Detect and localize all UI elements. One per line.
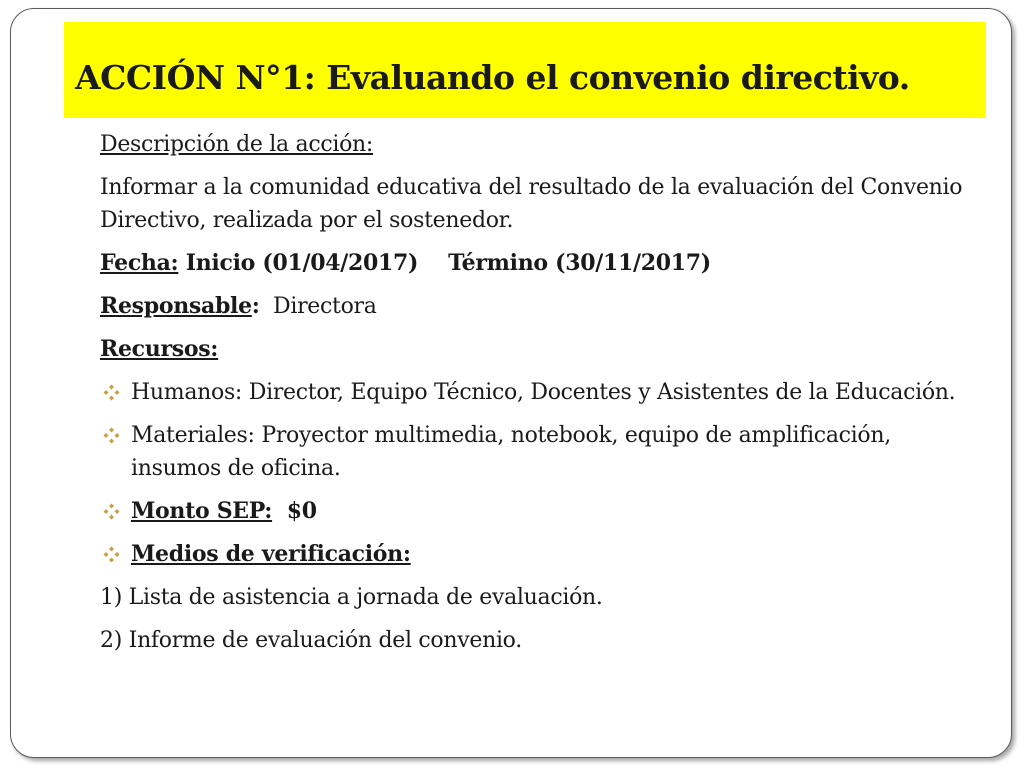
fecha-inicio: Inicio (01/04/2017): [185, 250, 419, 276]
fecha-line: [100, 247, 980, 280]
fecha-termino: Término (30/11/2017): [448, 250, 711, 276]
responsable-label: Responsable: [100, 293, 252, 319]
responsable-line: Responsable: Directora: [100, 293, 377, 319]
monto-label: Monto SEP:: [131, 498, 273, 524]
description-heading-line: [100, 128, 980, 161]
description-text: Informar a la comunidad educativa del resultado de la evaluación del Convenio Directivo, realizada por el sostenedor.: [100, 175, 963, 233]
fecha-label: Fecha:: [100, 250, 179, 276]
diamond-cluster-icon: [103, 427, 120, 444]
verification-item: 2) Informe de evaluación del convenio.: [100, 628, 522, 653]
slide-title: ACCIÓN N°1: Evaluando el convenio directivo.: [75, 58, 910, 97]
description-heading: Descripción de la acción:: [100, 132, 374, 157]
diamond-cluster-icon: [103, 546, 120, 563]
humanos-text: Humanos: Director, Equipo Técnico, Docentes y Asistentes de la Educación.: [131, 380, 956, 405]
medios-label: Medios de verificación:: [131, 541, 411, 567]
materiales-text: Materiales: Proyector multimedia, notebook, equipo de amplificación, insumos de oficina.: [131, 423, 891, 481]
bullet-medios: [100, 538, 980, 571]
slide-body: [100, 128, 980, 667]
diamond-cluster-icon: [103, 384, 120, 401]
recursos-line: [100, 333, 980, 366]
monto-value: $0: [286, 498, 317, 524]
bullet-humanos: [100, 376, 980, 409]
recursos-label: Recursos:: [100, 336, 219, 362]
bullet-materiales: [100, 419, 980, 485]
verification-item: 1) Lista de asistencia a jornada de evaluación.: [100, 585, 603, 610]
bullet-monto: [100, 495, 980, 528]
diamond-cluster-icon: [103, 503, 120, 520]
responsable-value: Directora: [273, 294, 377, 319]
